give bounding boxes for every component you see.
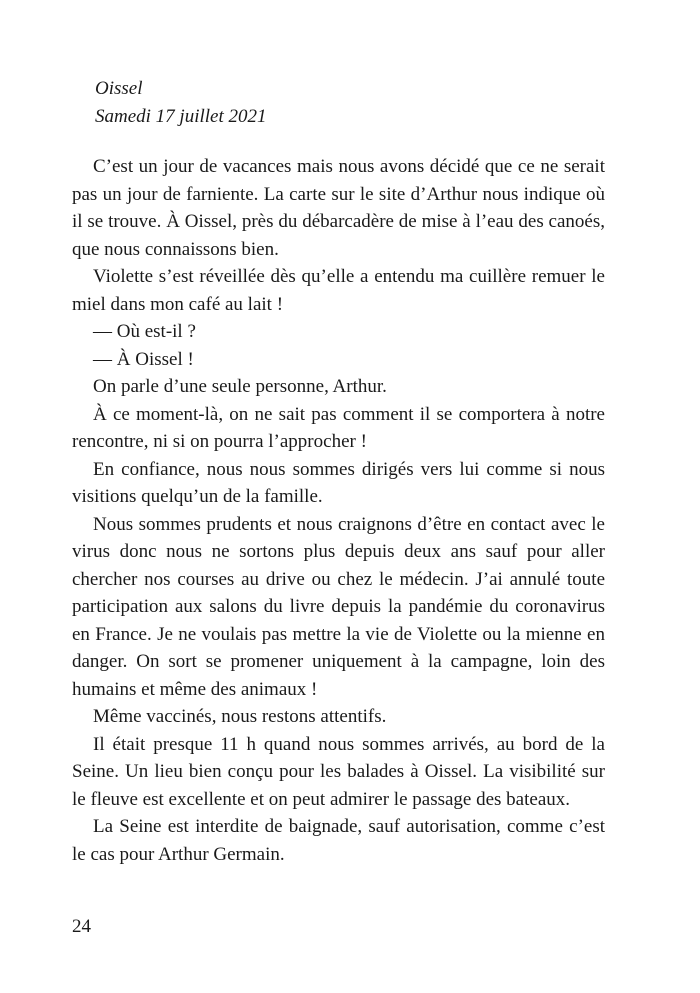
paragraph: La Seine est interdite de baignade, sauf autorisation, comme c’est le cas pour Arthur Germain. — [72, 816, 605, 865]
paragraph: Même vaccinés, nous restons attentifs. — [93, 706, 387, 727]
paragraph: À ce moment-là, on ne sait pas comment il se comportera à notre rencontre, ni si on pourra l’approcher ! — [72, 403, 605, 452]
paragraph: Nous sommes prudents et nous craignons d’être en contact avec le virus donc nous ne sortons plus depuis deux ans sauf pour aller chercher nos courses au drive ou chez le médecin. J’ai annulé toute participation aux salons du livre depuis la pandémie du coronavirus en France. Je ne voulais pas mettre la vie de Violette ou la mienne en danger. On sort se promener uniquement à la campagne, loin des humains et même des animaux ! — [72, 513, 605, 700]
dialogue-line: — À Oissel ! — [93, 348, 194, 370]
paragraph: Il était presque 11 h quand nous sommes arrivés, au bord de la Seine. Un lieu bien conçu pour les balades à Oissel. La visibilité sur le fleuve est excellente et on peut admirer le passage des bateaux. — [72, 733, 605, 810]
heading-date: Samedi 17 juillet 2021 — [95, 105, 267, 127]
heading-place: Oissel — [95, 78, 143, 99]
page-number: 24 — [72, 916, 91, 937]
body-text — [72, 153, 605, 868]
paragraph: On parle d’une seule personne, Arthur. — [93, 376, 387, 397]
paragraph: C’est un jour de vacances mais nous avons décidé que ce ne serait pas un jour de farniente. La carte sur le site d’Arthur nous indique où il se trouve. À Oissel, près du débarcadère de mise à l’eau des canoés, que nous connaissons bien. — [72, 156, 605, 260]
paragraph: Violette s’est réveillée dès qu’elle a entendu ma cuillère remuer le miel dans mon café au lait ! — [72, 266, 605, 315]
chapter-heading — [95, 75, 267, 130]
dialogue-line: — Où est-il ? — [93, 321, 196, 342]
paragraph: En confiance, nous nous sommes dirigés vers lui comme si nous visitions quelqu’un de la famille. — [72, 458, 605, 507]
